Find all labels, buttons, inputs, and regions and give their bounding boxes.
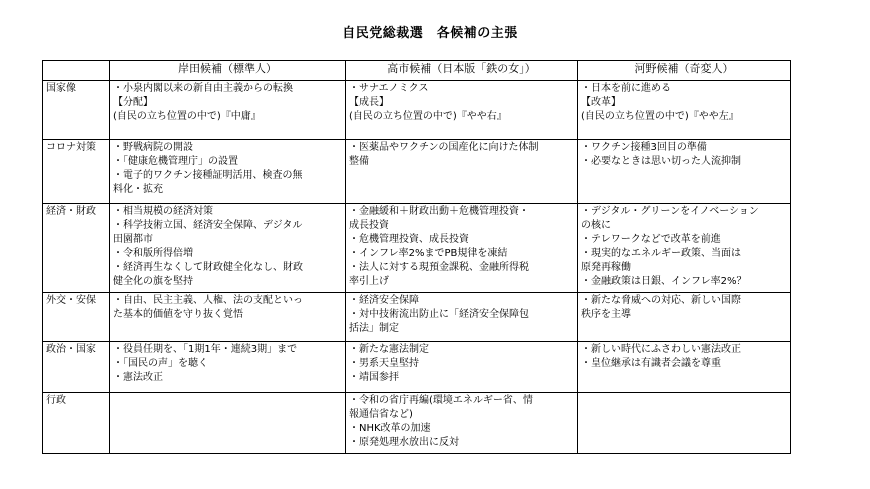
cell-kono xyxy=(578,204,791,293)
page-title: 自民党総裁選 各候補の主張 xyxy=(342,26,518,41)
cell-takaichi xyxy=(346,293,578,342)
cell-line: 括法」制定 xyxy=(349,323,399,334)
cell-line: ・新たな脅威への対応、新しい国際 xyxy=(581,295,741,306)
table-row xyxy=(43,140,791,204)
cell-line: ・法人に対する現預金課税、金融所得税 xyxy=(349,262,529,273)
header-takaichi: 高市候補（日本版「鉄の女」） xyxy=(346,61,578,81)
cell-line: ・ワクチン接種3回目の準備 xyxy=(581,142,707,153)
cell-line: 率引上げ xyxy=(349,276,389,287)
cell-line: 成長投資 xyxy=(349,220,389,231)
row-category: 外交・安保 xyxy=(43,293,110,342)
cell-kono xyxy=(578,81,791,140)
cell-line: ・令和版所得倍増 xyxy=(113,248,193,259)
cell-line: 【分配】 xyxy=(113,97,153,108)
cell-line: 秩序を主導 xyxy=(581,309,631,320)
cell-takaichi xyxy=(346,342,578,393)
header-category xyxy=(43,61,110,81)
cell-line: ・新しい時代にふさわしい憲法改正 xyxy=(581,344,741,355)
cell-line: ・相当規模の経済対策 xyxy=(113,206,213,217)
cell-kishida xyxy=(110,393,346,454)
row-category: 国家像 xyxy=(43,81,110,140)
cell-line: ・皇位継承は有識者会議を尊重 xyxy=(581,358,721,369)
cell-line: 報通信省など) xyxy=(349,409,413,420)
cell-kono xyxy=(578,293,791,342)
cell-line: ・デジタル・グリーンをイノベーション xyxy=(581,206,759,217)
cell-line: ・小泉内閣以来の新自由主義からの転換 xyxy=(113,83,293,94)
table-row xyxy=(43,342,791,393)
cell-line: 【成長】 xyxy=(349,97,389,108)
cell-line: ・令和の省庁再編(環境エネルギー省、情 xyxy=(349,395,533,406)
header-row xyxy=(43,61,791,81)
cell-line: 【改革】 xyxy=(581,97,621,108)
cell-takaichi xyxy=(346,140,578,204)
cell-line: ・サナエノミクス xyxy=(349,83,429,94)
cell-line: ・医薬品やワクチンの国産化に向けた体制 xyxy=(349,142,539,153)
cell-kishida xyxy=(110,204,346,293)
cell-line: ・男系天皇堅持 xyxy=(349,358,419,369)
table-row xyxy=(43,393,791,454)
header-kishida: 岸田候補（標準人） xyxy=(110,61,346,81)
cell-line: ・「健康危機管理庁」の設置 xyxy=(113,156,238,167)
cell-line: ・NHK改革の加速 xyxy=(349,423,431,434)
cell-line: 整備 xyxy=(349,156,369,167)
cell-line: ・危機管理投資、成長投資 xyxy=(349,234,469,245)
cell-line: 料化・拡充 xyxy=(113,184,163,195)
cell-line: ・金融政策は日銀、インフレ率2%？ xyxy=(581,276,747,287)
cell-line: ・必要なときは思い切った人流抑制 xyxy=(581,156,741,167)
cell-line: の核に xyxy=(581,220,611,231)
cell-line: (自民の立ち位置の中で)『やや右』 xyxy=(349,111,507,122)
table-body xyxy=(43,81,791,454)
candidates-table xyxy=(42,60,791,454)
cell-line: (自民の立ち位置の中で)『やや左』 xyxy=(581,111,739,122)
cell-kishida xyxy=(110,293,346,342)
cell-line: ・野戦病院の開設 xyxy=(113,142,193,153)
cell-line: ・電子的ワクチン接種証明活用、検査の無 xyxy=(113,170,303,181)
cell-line: ・経済再生なくして財政健全化なし、財政 xyxy=(113,262,303,273)
cell-takaichi xyxy=(346,81,578,140)
cell-line: ・テレワークなどで改革を前進 xyxy=(581,234,721,245)
cell-line: ・科学技術立国、経済安全保障、デジタル xyxy=(113,220,303,231)
cell-kishida xyxy=(110,342,346,393)
cell-line: ・靖国参拝 xyxy=(349,372,399,383)
cell-kono xyxy=(578,140,791,204)
cell-line: (自民の立ち位置の中で)『中庸』 xyxy=(113,111,261,122)
table-row xyxy=(43,293,791,342)
table-row xyxy=(43,204,791,293)
cell-kono xyxy=(578,393,791,454)
cell-line: ・現実的なエネルギー政策、当面は xyxy=(581,248,741,259)
row-category: コロナ対策 xyxy=(43,140,110,204)
cell-takaichi xyxy=(346,393,578,454)
cell-takaichi xyxy=(346,204,578,293)
cell-line: た基本的価値を守り抜く覚悟 xyxy=(113,309,243,320)
cell-kishida xyxy=(110,81,346,140)
cell-line: ・憲法改正 xyxy=(113,372,163,383)
cell-line: ・「国民の声」を聴く xyxy=(113,358,208,369)
cell-line: 健全化の旗を堅持 xyxy=(113,276,193,287)
header-kono: 河野候補（奇変人） xyxy=(578,61,791,81)
cell-line: ・自由、民主主義、人権、法の支配といっ xyxy=(113,295,303,306)
row-category: 政治・国家 xyxy=(43,342,110,393)
cell-line: ・対中技術流出防止に「経済安全保障包 xyxy=(349,309,529,320)
row-category: 行政 xyxy=(43,393,110,454)
cell-line: 原発再稼働 xyxy=(581,262,631,273)
cell-line: ・日本を前に進める xyxy=(581,83,671,94)
cell-line: ・金融緩和＋財政出動＋危機管理投資・ xyxy=(349,206,529,217)
row-category: 経済・財政 xyxy=(43,204,110,293)
table-row xyxy=(43,81,791,140)
cell-line: ・役員任期を、「1期1年・連続3期」まで xyxy=(113,344,298,355)
cell-line: ・経済安全保障 xyxy=(349,295,419,306)
cell-kishida xyxy=(110,140,346,204)
cell-line: ・インフレ率2%までPB規律を凍結 xyxy=(349,248,508,259)
cell-line: ・新たな憲法制定 xyxy=(349,344,429,355)
cell-kono xyxy=(578,342,791,393)
cell-line: 田園都市 xyxy=(113,234,153,245)
cell-line: ・原発処理水放出に反対 xyxy=(349,437,459,448)
